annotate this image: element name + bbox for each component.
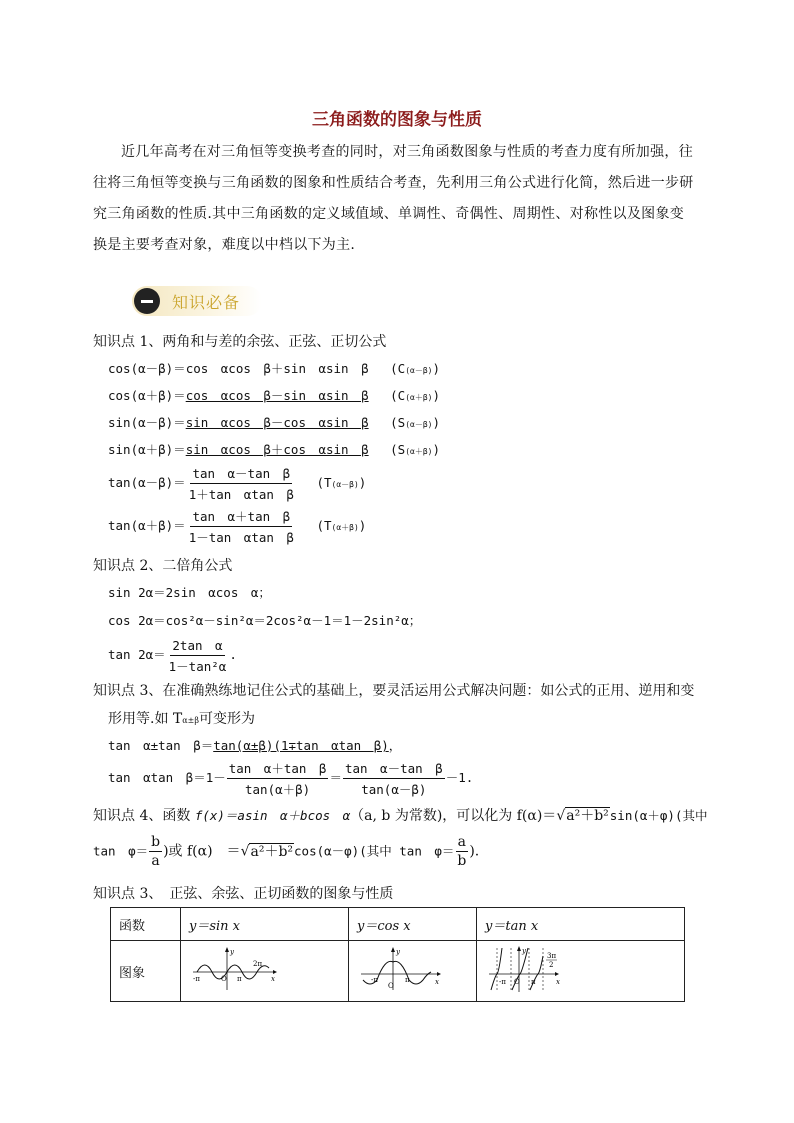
sin-graph-cell	[181, 941, 349, 1002]
formula-tan-plus: tan(α＋β)＝ $\frac{\text{tan α＋tan β}}{\text{1－tan αtan β}}$ (T(α＋β))	[108, 509, 367, 545]
table-row	[111, 941, 685, 1002]
sin-graph	[189, 944, 279, 994]
svg-text:2: 2	[549, 961, 554, 969]
svg-text:π: π	[237, 975, 242, 983]
tan-graph-cell	[477, 941, 685, 1002]
svg-text:x: x	[271, 975, 275, 983]
cos-graph	[357, 944, 447, 994]
formula-sin-double: sin 2α＝2sin αcos α；	[108, 585, 271, 600]
svg-text:x: x	[556, 978, 560, 986]
svg-text:y: y	[230, 948, 234, 956]
kp4-line2: tan φ＝ $\frac{b}{a}$ )或 f(α) ＝√a²＋b²cos(α－φ)(其中 tan φ＝ $\frac{a}{b}$ ).	[93, 834, 480, 869]
kp5-heading: 知识点 3、 正弦、余弦、正切函数的图象与性质	[93, 886, 394, 902]
formula-tan-minus: tan(α－β)＝ $\frac{\text{tan α－tan β}}{\text{1＋tan αtan β}}$ (T(α－β))	[108, 466, 367, 502]
tan-graph	[485, 944, 575, 994]
trig-function-table	[110, 907, 685, 1002]
formula-cos-plus: cos(α＋β)＝cos αcos β－sin αsin β (C(α＋β))	[108, 388, 440, 403]
svg-text:O: O	[221, 975, 227, 983]
svg-text:π: π	[405, 976, 410, 984]
table-header-cell: y＝tan x	[477, 908, 685, 941]
svg-text:2π: 2π	[253, 960, 263, 968]
formula-tan-product-transform: tan αtan β＝1－ $\frac{\text{tan α＋tan β}}{\tan(\alpha+\beta)}$ ＝ $\frac{\text{tan α－tan β}}{\tan(\alpha-\beta)}$ －1.	[108, 761, 474, 797]
svg-text:-π: -π	[193, 975, 200, 983]
svg-text:3π: 3π	[547, 952, 557, 960]
intro-paragraph: 近几年高考在对三角恒等变换考查的同时，对三角函数图象与性质的考查力度有所加强，往往将三角恒等变换与三角函数的图象和性质结合考查，先利用三角公式进行化简，然后进一步研究三角函数的性质.其中三角函数的定义域值域、单调性、奇偶性、周期性、对称性以及图象变换是主要考查对象，难度以中档以下为主.	[93, 144, 694, 253]
section-header	[132, 286, 240, 316]
kp4-line1: 知识点 4、函数 f(x)＝asin α＋bcos α（a, b 为常数)，可以化为 f(α)＝√a²＋b²sin(α＋φ)(其中	[93, 808, 708, 824]
formula-cos-minus: cos(α－β)＝cos αcos β＋sin αsin β (C(α－β))	[108, 361, 440, 376]
formula-sin-plus: sin(α＋β)＝sin αcos β＋cos αsin β (S(α＋β))	[108, 442, 440, 457]
table-header-cell: y＝sin x	[181, 908, 349, 941]
svg-text:π: π	[531, 978, 536, 986]
cos-graph-cell	[349, 941, 477, 1002]
svg-text:-π: -π	[499, 978, 506, 986]
kp3-line2: 形用等.如 Tα±β可变形为	[108, 711, 255, 727]
row-label: 图象	[111, 941, 181, 1002]
formula-sin-minus: sin(α－β)＝sin αcos β－cos αsin β (S(α－β))	[108, 415, 440, 430]
section-number-icon	[134, 288, 160, 314]
table-header-cell: y＝cos x	[349, 908, 477, 941]
svg-text:x: x	[435, 978, 439, 986]
svg-text:O: O	[514, 978, 520, 986]
svg-text:y: y	[396, 948, 400, 956]
kp1-heading: 知识点 1、两角和与差的余弦、正弦、正切公式	[93, 334, 387, 350]
section-title: 知识必备	[172, 292, 241, 312]
svg-text:y: y	[522, 947, 526, 955]
table-header-cell: 函数	[111, 908, 181, 941]
formula-tan-sum-transform: tan α±tan β＝tan(α±β)(1∓tan αtan β)，	[108, 738, 402, 753]
table-header-row	[111, 908, 685, 941]
svg-text:-π: -π	[371, 976, 378, 984]
svg-text:O: O	[388, 982, 394, 990]
kp3-line1: 知识点 3、在准确熟练地记住公式的基础上，要灵活运用公式解决问题：如公式的正用、逆用和变	[93, 683, 695, 699]
page-title: 三角函数的图象与性质	[312, 110, 482, 130]
formula-cos-double: cos 2α＝cos²α－sin²α＝2cos²α－1＝1－2sin²α；	[108, 613, 422, 628]
formula-tan-double: tan 2α＝ $\frac{\text{2tan α}}{\text{1－tan²α}}$ .	[108, 638, 237, 674]
kp2-heading: 知识点 2、二倍角公式	[93, 558, 233, 574]
